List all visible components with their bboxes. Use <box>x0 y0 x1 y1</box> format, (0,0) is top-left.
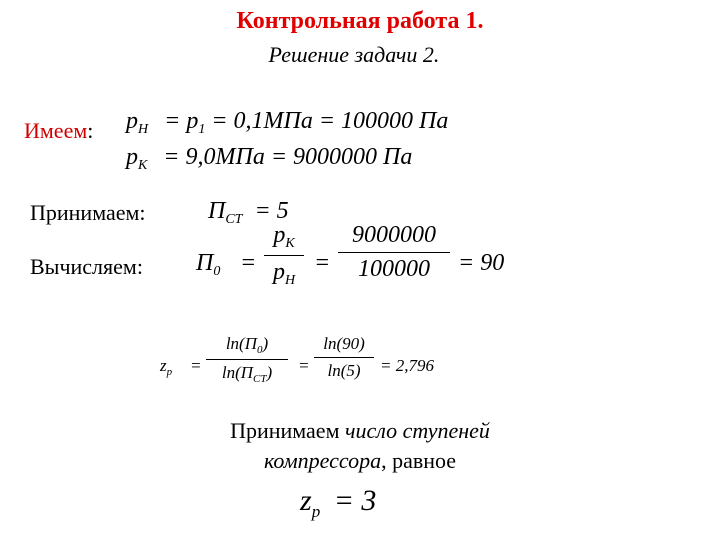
fraction-denominator-100000: 100000 <box>358 256 430 282</box>
zp-letter: z <box>160 356 167 375</box>
fraction-pk-over-ph <box>264 222 304 289</box>
zp-symbol-group <box>160 356 172 378</box>
pi-st-value: = 5 <box>254 198 289 224</box>
final-z-letter: z <box>300 484 312 517</box>
p-h-symbol: p <box>126 108 138 134</box>
final-zp <box>300 484 376 522</box>
fraction-numeric <box>338 222 450 283</box>
given-label <box>24 118 93 144</box>
ln-pi0-numerator <box>206 334 288 356</box>
page-title: Контрольная работа 1. <box>236 8 484 34</box>
pk-letter: p <box>273 222 286 248</box>
fraction-ln-pi0 <box>206 334 288 385</box>
p-k-subscript: К <box>138 158 148 173</box>
p-1-subscript: 1 <box>198 122 206 137</box>
ln-pi0-text: ln(П <box>225 334 257 353</box>
conclusion-line-2 <box>0 448 720 474</box>
accept-label: Принимаем: <box>30 200 146 225</box>
given-line-1-rest: = 0,1МПа = 100000 Па <box>211 108 449 134</box>
fraction-ln-90 <box>314 334 374 381</box>
ln-pi0-subscript: 0 <box>257 344 263 356</box>
p-h-subscript: Н <box>138 122 149 137</box>
zp-equals-2: = <box>298 356 310 375</box>
fraction-bar <box>338 252 450 253</box>
fraction-bar <box>206 359 288 360</box>
ln-pist-text: ln(П <box>221 363 254 382</box>
ln-pist-subscript: СТ <box>253 373 267 385</box>
ln-pist-denominator <box>206 363 288 385</box>
fraction-denominator-ph <box>264 259 304 289</box>
equals-sign-2: = <box>314 250 331 276</box>
pk-subscript: К <box>285 236 295 251</box>
p-k-symbol: p <box>126 144 138 170</box>
pi-0-symbol: П <box>196 250 214 276</box>
ln-5-denominator: ln(5) <box>327 361 361 380</box>
ln-pi0-close: ) <box>262 334 269 353</box>
ph-letter: p <box>272 259 285 285</box>
p-1-symbol: = <box>164 108 187 134</box>
pi-0-symbol-group <box>196 250 220 280</box>
zp-subscript: p <box>166 366 173 378</box>
p-1-letter: p <box>186 108 199 134</box>
given-line-2-rest: = 9,0МПа = 9000000 Па <box>163 144 413 170</box>
conclusion-italic-2: компрессора <box>263 448 382 473</box>
zp-equals-1: = <box>190 356 202 375</box>
given-label-text: Имеем <box>24 118 88 143</box>
conclusion-plain-1: Принимаем <box>230 418 345 443</box>
conclusion-italic-1: число ступеней <box>345 418 490 443</box>
conclusion-line-1 <box>0 418 720 444</box>
final-z-subscript: p <box>311 502 321 521</box>
fraction-numerator-pk <box>264 222 304 252</box>
ph-subscript: Н <box>284 273 296 288</box>
final-z-value: = 3 <box>333 484 377 517</box>
fraction-numerator-9000000: 9000000 <box>352 222 436 248</box>
pi-st-subscript: СТ <box>225 212 243 227</box>
equals-sign-1: = <box>240 250 257 276</box>
given-label-colon: : <box>87 118 94 143</box>
given-line-1 <box>126 108 448 138</box>
zp-result: = 2,796 <box>380 356 434 375</box>
fraction-bar <box>264 255 304 256</box>
pi-0-subscript: 0 <box>213 264 221 279</box>
page-subtitle: Решение задачи 2. <box>268 42 440 67</box>
given-line-2 <box>126 144 412 174</box>
compute-result: = 90 <box>458 250 505 276</box>
compute-label: Вычисляем: <box>30 254 143 279</box>
ln-pist-close: ) <box>266 363 273 382</box>
ln-90-numerator: ln(90) <box>323 334 365 353</box>
pi-st-symbol: П <box>208 198 226 224</box>
conclusion-plain-2: , равное <box>381 448 457 473</box>
fraction-bar <box>314 357 374 358</box>
